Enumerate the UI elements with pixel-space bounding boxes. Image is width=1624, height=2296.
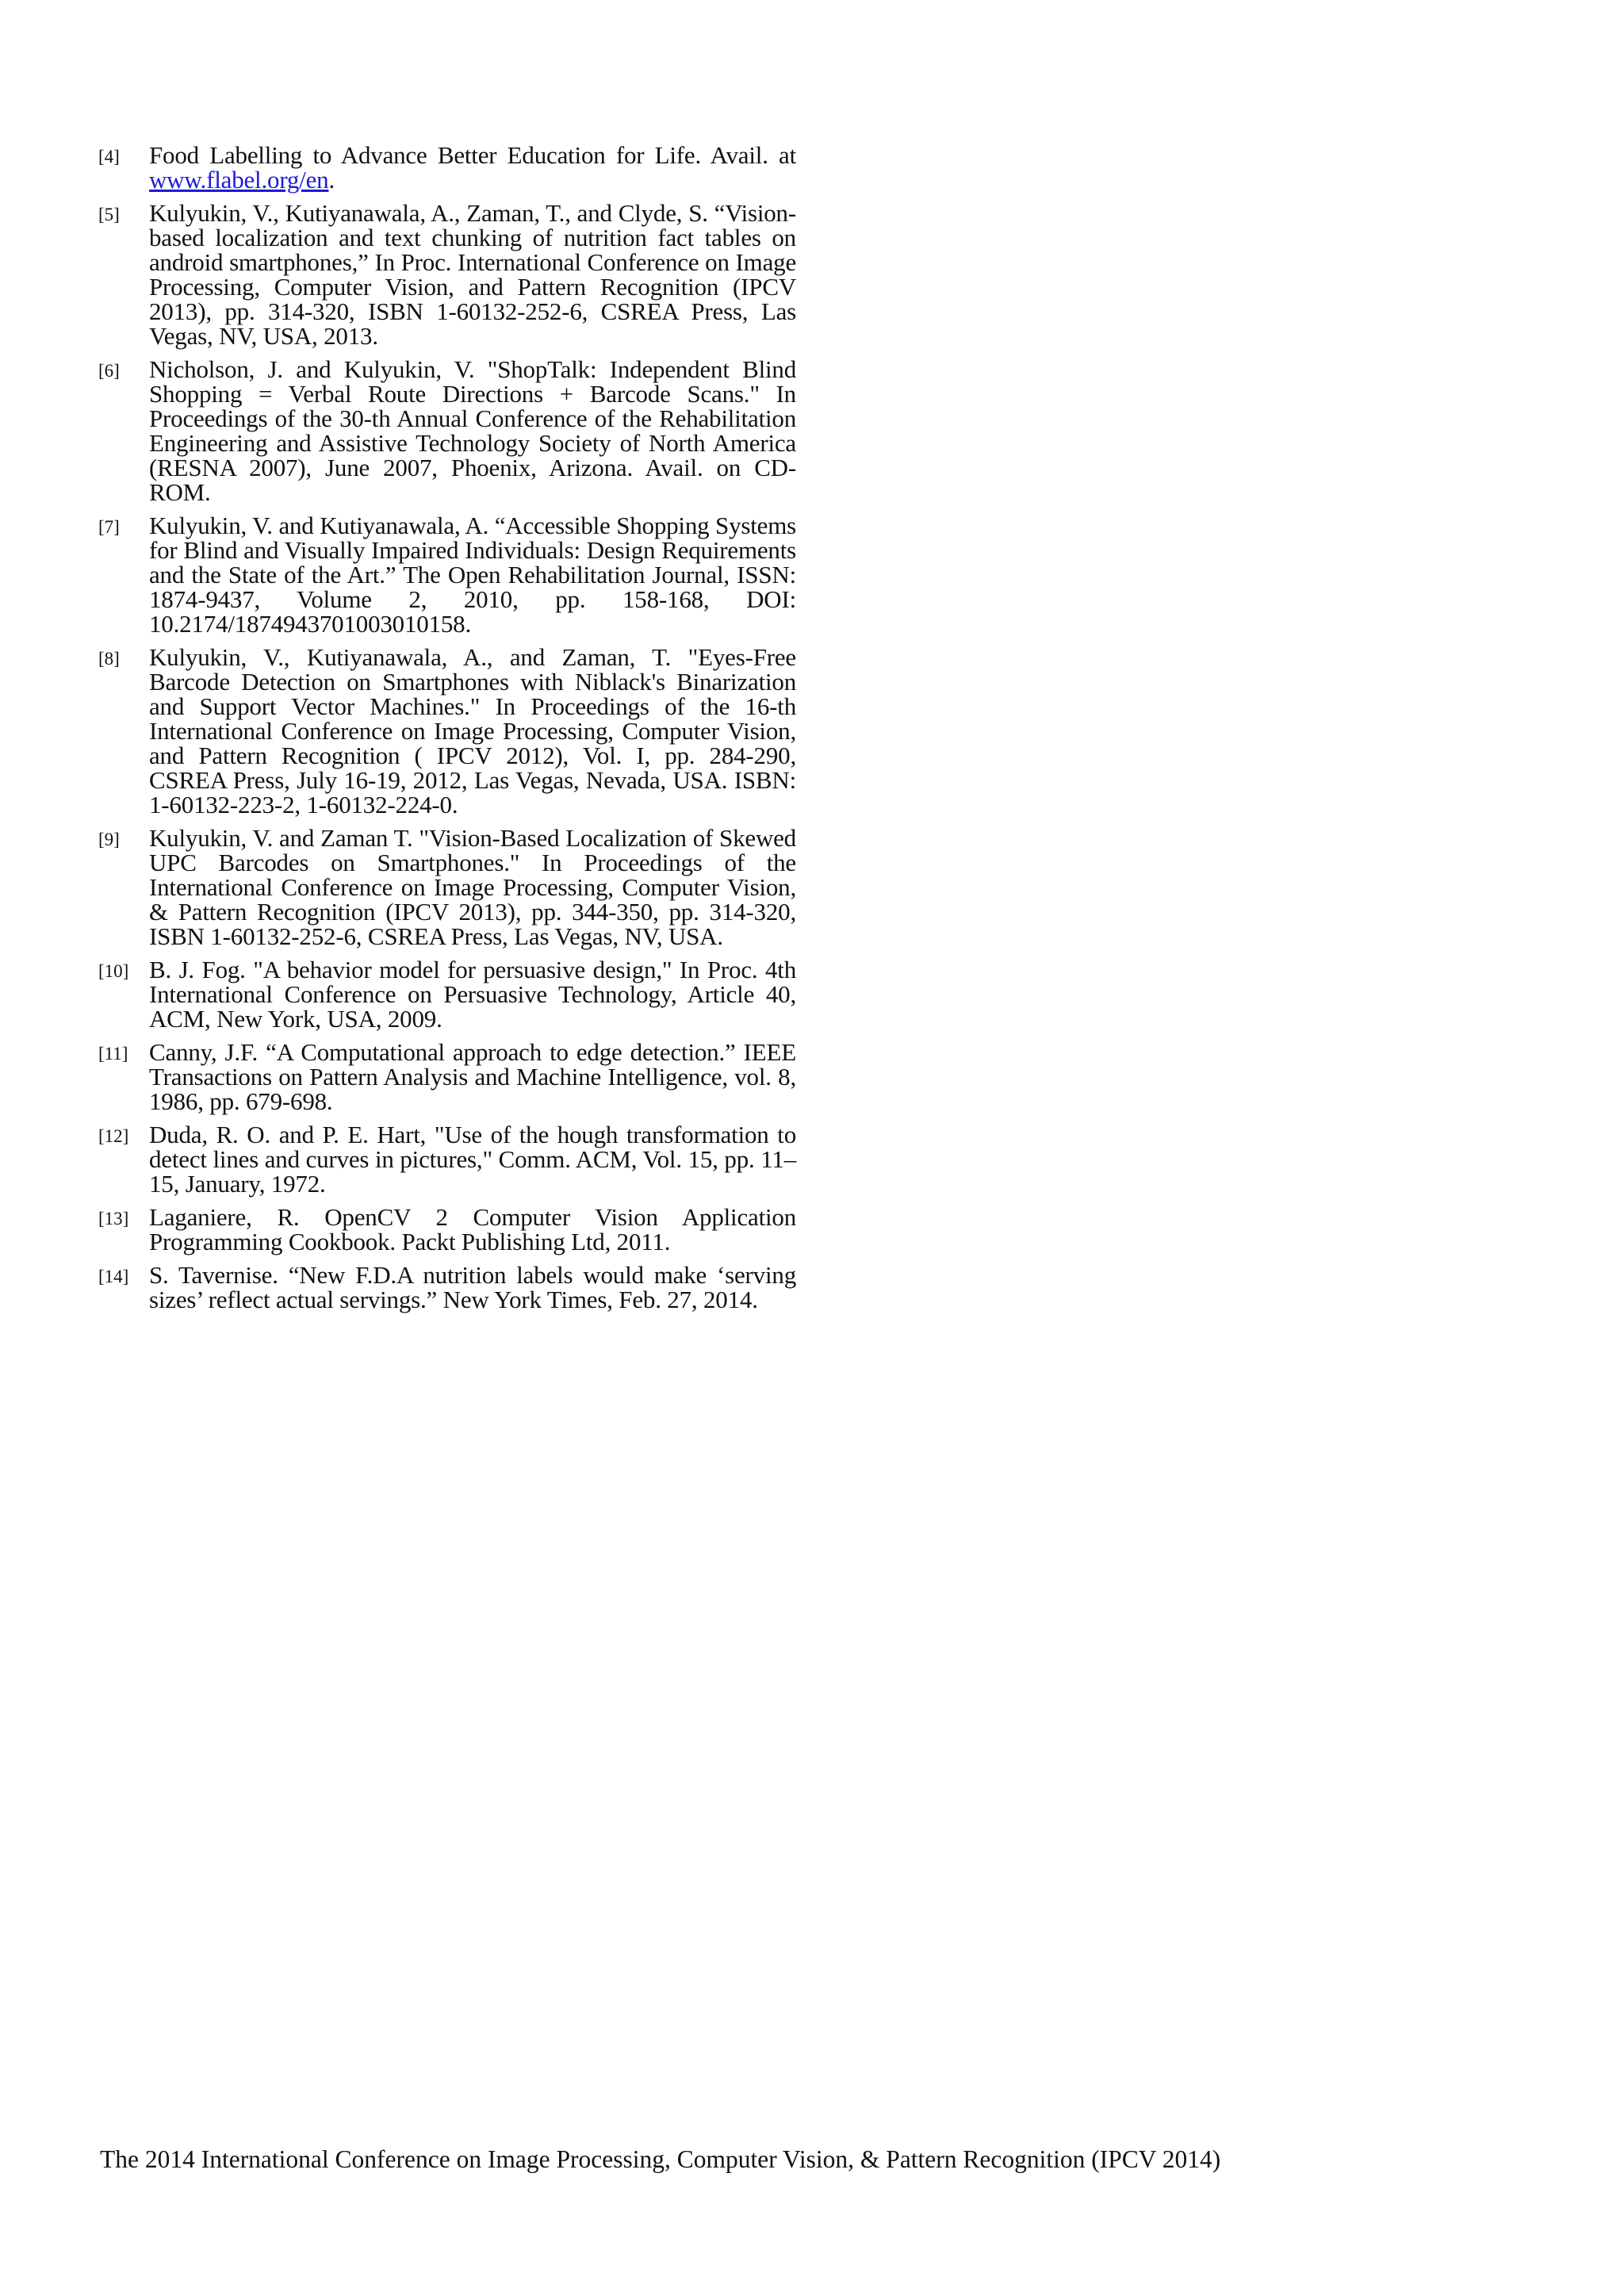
- reference-list: [98, 143, 796, 1320]
- reference-text: Laganiere, R. OpenCV 2 Computer Vision Application Programming Cookbook. Packt Publishing Ltd, 2011.: [149, 1203, 796, 1255]
- reference-text-part: Food Labelling to Advance Better Education for Life. Avail. at: [149, 141, 796, 169]
- reference-number: [4]: [98, 147, 120, 167]
- reference-number: [10]: [98, 961, 129, 981]
- reference-number: [14]: [98, 1267, 129, 1286]
- reference-text-part: .: [328, 166, 335, 194]
- reference-item: [98, 1122, 796, 1196]
- reference-text: Duda, R. O. and P. E. Hart, "Use of the hough transformation to detect lines and curves in pictures," Comm. ACM, Vol. 15, pp. 11–15, January, 1972.: [149, 1121, 796, 1198]
- reference-item: [98, 201, 796, 348]
- reference-number: [7]: [98, 517, 120, 537]
- reference-item: [98, 1263, 796, 1312]
- reference-text: Kulyukin, V., Kutiyanawala, A., and Zaman, T. "Eyes-Free Barcode Detection on Smartphones with Niblack's Binarization and Support Vector Machines." In Proceedings of the 16-th International Conference on Image Processing, Computer Vision, and Pattern Recognition ( IPCV 2012), Vol. I, pp. 284-290, CSREA Press, July 16-19, 2012, Las Vegas, Nevada, USA. ISBN: 1-60132-223-2, 1-60132-224-0.: [149, 643, 796, 818]
- reference-item: [98, 645, 796, 817]
- reference-number: [6]: [98, 361, 120, 381]
- reference-text: B. J. Fog. "A behavior model for persuasive design," In Proc. 4th International Conference on Persuasive Technology, Article 40, ACM, New York, USA, 2009.: [149, 956, 796, 1033]
- reference-item: [98, 357, 796, 504]
- reference-number: [9]: [98, 830, 120, 849]
- reference-text: Nicholson, J. and Kulyukin, V. "ShopTalk: Independent Blind Shopping = Verbal Route Directions + Barcode Scans." In Proceedings of the 30-th Annual Conference of the Rehabilitation Engineering and Assistive Technology Society of North America (RESNA 2007), June 2007, Phoenix, Arizona. Avail. on CD-ROM.: [149, 355, 796, 506]
- reference-text: Kulyukin, V., Kutiyanawala, A., Zaman, T., and Clyde, S. “Vision-based localization and text chunking of nutrition fact tables on android smartphones,” In Proc. International Conference on Image Processing, Computer Vision, and Pattern Recognition (IPCV 2013), pp. 314-320, ISBN 1-60132-252-6, CSREA Press, Las Vegas, NV, USA, 2013.: [149, 199, 796, 350]
- reference-number: [5]: [98, 205, 120, 224]
- reference-number: [12]: [98, 1126, 129, 1146]
- reference-number: [11]: [98, 1044, 128, 1064]
- reference-text: Canny, J.F. “A Computational approach to edge detection.” IEEE Transactions on Pattern Analysis and Machine Intelligence, vol. 8, 1986, pp. 679-698.: [149, 1038, 796, 1115]
- reference-item: [98, 143, 796, 192]
- reference-item: [98, 513, 796, 636]
- reference-text: Kulyukin, V. and Kutiyanawala, A. “Accessible Shopping Systems for Blind and Visually Impaired Individuals: Design Requirements and the State of the Art.” The Open Rehabilitation Journal, ISSN: 1874-9437, Volume 2, 2010, pp. 158-168, DOI: 10.2174/1874943701003010158.: [149, 512, 796, 638]
- page-footer: The 2014 International Conference on Image Processing, Computer Vision, & Pattern Recognition (IPCV 2014): [100, 2145, 1221, 2173]
- flabel-link[interactable]: www.flabel.org/en: [149, 166, 329, 194]
- reference-number: [8]: [98, 649, 120, 669]
- reference-item: [98, 1205, 796, 1254]
- reference-item: [98, 826, 796, 949]
- reference-item: [98, 1040, 796, 1114]
- reference-text: S. Tavernise. “New F.D.A nutrition labels would make ‘serving sizes’ reflect actual servings.” New York Times, Feb. 27, 2014.: [149, 1261, 796, 1313]
- reference-item: [98, 957, 796, 1031]
- reference-number: [13]: [98, 1209, 129, 1228]
- reference-text: Kulyukin, V. and Zaman T. "Vision-Based Localization of Skewed UPC Barcodes on Smartphones." In Proceedings of the International Conference on Image Processing, Computer Vision, & Pattern Recognition (IPCV 2013), pp. 344-350, pp. 314-320, ISBN 1-60132-252-6, CSREA Press, Las Vegas, NV, USA.: [149, 824, 796, 950]
- reference-text: [149, 143, 796, 192]
